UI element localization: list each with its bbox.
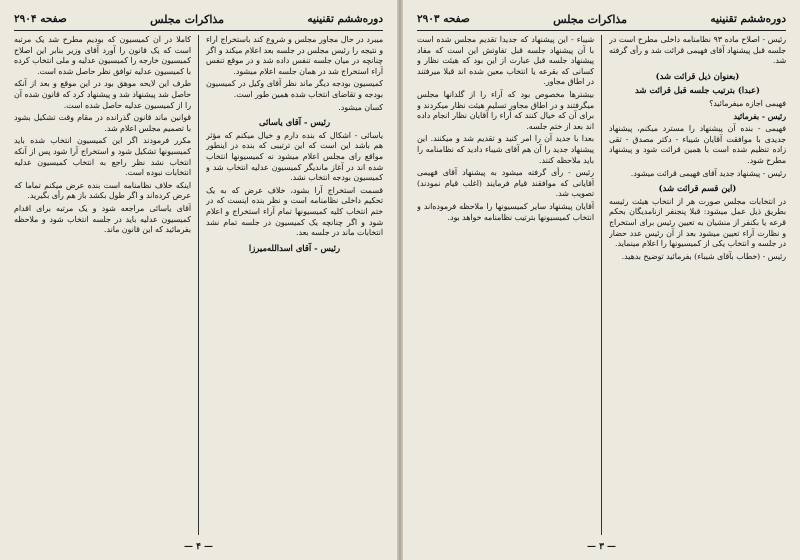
paragraph: اینکه خلاف نظامنامه است بنده عرض میکنم تماما که عرض کرده‌اند و اگر طول بکشد باز هم رأی بگیرید. — [14, 180, 191, 201]
section-heading: (عبدا) بترتیب جلسه قبل قرائت شد — [634, 85, 761, 96]
paragraph: رئیس - رأی گرفته میشود به پیشنهاد آقای فهیمی آقایانی که موافقند قیام فرمایند (اغلب قیام نمودند) تصویب شد. — [417, 168, 594, 199]
page-number: صفحه ۲۹۰۴ — [14, 13, 67, 25]
paragraph: آقای یاسائی مراجعه شود و یک مرتبه برای اقدام کمیسیون عدلیه باید در جلسه انتخاب شود و ملاحظه بفرمائید که این قانون ماند. — [14, 203, 191, 235]
paragraph: رئیس - اصلاح ماده ۹۳ نظامنامه داخلی مطرح است در جلسه قبل پیشنهاد آقای فهیمی قرائت شد و رأی گرفته شد. — [609, 35, 786, 66]
right-page — [403, 0, 800, 560]
journal-title: مذاکرات مجلس — [553, 12, 628, 26]
paragraph: بیشترها مخصوص بود که آراء را از گلدانها مجلس میگرفتند و در اطاق مجاور تسلیم هیئت نظار میکردند و برای آن که خیال کنند که آراء را آقایان نظار انجام داده اند بعد از ختم جلسه. — [417, 89, 594, 131]
paragraph: یاسائی - اشکال که بنده دارم و خیال میکنم که مؤثر هم باشد این است که این ترتیبی که بنده در اینطور مواقع رای مجلس اعلام میشود نه کمیسیونها انتخاب شده اند در آغاز ماندیگر کمیسیون عدلیه انتخاب شد و کمیسیون بودجه انتخاب نشد. — [206, 130, 383, 183]
session-label: دوره‌ششم تقنینیه — [710, 13, 786, 25]
paragraph: طرف این لایحه موهق بود در این موقع و بعد از آنکه حاصل شد پیشنهاد شد و پیشنهاد کرد که قانون شده آن را از کمیسیون عدلیه حاصل شده است. — [14, 79, 191, 110]
column-divider — [601, 35, 602, 535]
text-column-right — [206, 35, 383, 535]
paragraph: فهیمی اجازه میفرمائید؟ — [709, 98, 786, 108]
session-label: دوره‌ششم تقنینیه — [307, 13, 383, 25]
right-page-columns — [417, 35, 786, 535]
column-divider — [198, 35, 199, 535]
page-number: صفحه ۲۹۰۳ — [417, 13, 470, 25]
right-page-header — [417, 10, 786, 31]
paragraph: کمیسیون بودجه دیگر ماند نظر آقای وکیل در کمیسیون بودجه و تقاضای انتخاب شده همین طور است. — [206, 79, 383, 99]
paragraph: در انتخابات مجلس صورت هر از انتخاب هیئت رئیسه بطریق ذیل عمل میشود: قبلا پنجنفر ازنامدیگان بحکم قرعه یا بکنفر از منشیان به تعیین رئیس برای استخراج و نظارت آراء تعیین میشود بعد از آن رئیس عدد حضار در جلسه و انتخاب یکی از کمیسیونها را اعلام مینماید. — [609, 196, 786, 249]
section-heading: (بعنوان ذیل قرائت شد) — [655, 70, 740, 81]
paragraph: فهیمی - بنده آن پیشنهاد را مسترد میکنم، پیشنهاد جدیدی با موافقت آقایان شیباء - دکتر مصدق - تقی زاده تنظیم شده است با همین قرائت شود و پیشنهاد مطرح شود. — [609, 124, 786, 165]
paragraph: رئیس - پیشنهاد جدید آقای فهیمی قرائت میشود. — [630, 168, 786, 178]
left-page-columns — [14, 35, 383, 535]
paragraph: میبرد در حال مجاور مجلس و شروع کند باستخراج آراء و نتیجه را رئیس مجلس در جلسه بعد اعلام میکند و اگر چنانچه در میان جلسه تنفس داده شد و در موقع تنفس آراء استخراج شد در همان جلسه اعلام میشود. — [206, 35, 383, 76]
page-footer: — ۳ — — [586, 542, 617, 552]
paragraph: کسان میشود. — [338, 102, 383, 112]
section-heading: (این قسم قرائت شد) — [658, 183, 737, 194]
text-column-left — [417, 35, 594, 535]
journal-title: مذاکرات مجلس — [150, 12, 225, 26]
text-column-left — [14, 35, 191, 535]
page-footer: — ۴ — — [183, 542, 214, 552]
speaker-heading: رئیس - آقای یاسائی — [258, 117, 330, 128]
paragraph: مکرر فرمودند اگر این کمیسیون انتخاب شده باید کمیسیونها تشکیل شود و استخراج آرا شود پس از آنکه انتخاب نشد نظر راجع به انتخاب کمیسیون عدلیه انتخابات نبوده است. — [14, 136, 191, 178]
left-page — [0, 0, 397, 560]
paragraph: آقایان پیشنهاد سایر کمیسیونها را ملاحظه فرموده‌اند و انتخاب کمیسیونها بترتیب نظامنامه خواهد بود. — [417, 201, 594, 222]
paragraph: رئیس - (خطاب بآقای شیباء) بفرمائید توضیح بدهید. — [621, 251, 786, 261]
paragraph: رئیس - بفرمائید — [733, 111, 786, 121]
left-page-header — [14, 10, 383, 31]
paragraph: بعدا با جدید آن را امر کنید و تقدیم شد و میکنند. این پیشنهاد جدید را آن هم آقای شیباء دادید که نظامنامه را باید ملاحظه کنند. — [417, 134, 594, 165]
paragraph: کاملا در آن کمیسیون که بودیم مطرح شد یک مرتبه است که یک قانون را آورد آقای وزیر بنابر این اصلاح کمیسیون خارجه را کمیسیون عدلیه و ملی انتخاب کرده با کمیسیون عدلیه توافق نظر حاصل شده است. — [14, 35, 191, 76]
paragraph: شیباء - این پیشنهاد که جدیدا تقدیم مجلس شده است با آن پیشنهاد جلسه قبل تفاوتش این است که مفاد پیشنهاد جلسه قبل عبارت از این بود که هیئت نظار و کسانی که بقرعه یا انتخاب معین شده اند قبلا میرفتند در اطاق مجاور. — [417, 35, 594, 87]
speaker-heading: رئیس - آقای اسدالله‌میرزا — [248, 242, 341, 253]
paragraph: قوانین ماند قانون گذرانده در مقام وقت تشکیل بشود با تصمیم مجلس اعلام شد. — [14, 113, 191, 133]
text-column-right — [609, 35, 786, 535]
paragraph: قسمت استخراج آرا بشود، خلاف عرض که به یک تحکیم داخلی نظامنامه است و نظر بنده اینست که در ختم انتخاب کلیه کمیسیونها تمام آراء استخراج و اعلام شود و اگر چنانچه یک کمیسیون در جلسه تمام نشد انتخابات ماند در جلسه بعد. — [206, 185, 383, 238]
